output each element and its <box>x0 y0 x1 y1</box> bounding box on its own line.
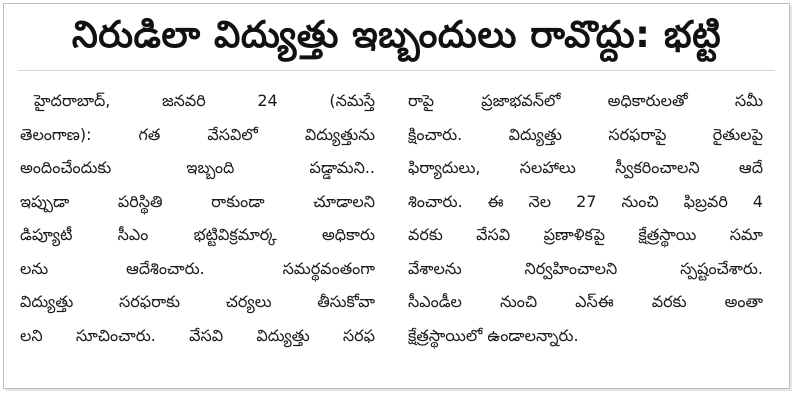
body-line: అందించేందుకు ఇబ్బంది పడ్డామని.. <box>20 158 375 177</box>
headline: నిరుడిలా విద్యుత్తు ఇబ్బందులు రావొద్దు: భట్టి <box>71 13 722 56</box>
headline-divider <box>18 70 775 71</box>
body-line: ఇప్పుడా పరిస్థితి రాకుండా చూడాలని <box>20 191 375 211</box>
body-line: వేశాలను నిర్వహించాలని స్పష్టంచేశారు. <box>408 258 763 278</box>
body-line: లని సూచించారు. వేసవి విద్యుత్తు సరఫ <box>20 325 375 345</box>
right-column <box>408 84 763 352</box>
body-line: రాపై ప్రజాభవన్‌లో అధికారులతో సమీ <box>408 91 763 110</box>
body-line: తెలంగాణ): గత వేసవిలో విద్యుత్తును <box>20 124 375 144</box>
body-line: లను ఆదేశించారు. సమర్థవంతంగా <box>20 258 375 278</box>
body-line: విద్యుత్తు సరఫరాకు చర్యలు తీసుకోవా <box>20 292 375 311</box>
body-line: ఫిర్యాదులు, సలహాలు స్వీకరించాలని ఆదే <box>408 158 763 177</box>
body-line: శించారు. ఈ నెల 27 నుంచి ఫిబ్రవరి 4 <box>408 191 763 211</box>
body-line: డిప్యూటీ సీఎం భట్టివిక్రమార్క అధికారు <box>20 225 375 244</box>
left-column <box>20 84 375 352</box>
news-clipping <box>3 3 790 389</box>
body-line: సీఎండీల నుంచి ఎస్ఈ వరకు అంతా <box>408 292 763 311</box>
body-line: క్షేత్రస్థాయిలో ఉండాలన్నారు. <box>408 325 579 345</box>
body-line: క్షించారు. విద్యుత్తు సరఫరాపై రైతులపై <box>408 124 763 144</box>
body-line: వరకు వేసవి ప్రణాళికపై క్షేత్రస్థాయి సమా <box>408 225 763 244</box>
body-line: హైదరాబాద్, జనవరి 24 (నమస్తే <box>34 91 375 110</box>
